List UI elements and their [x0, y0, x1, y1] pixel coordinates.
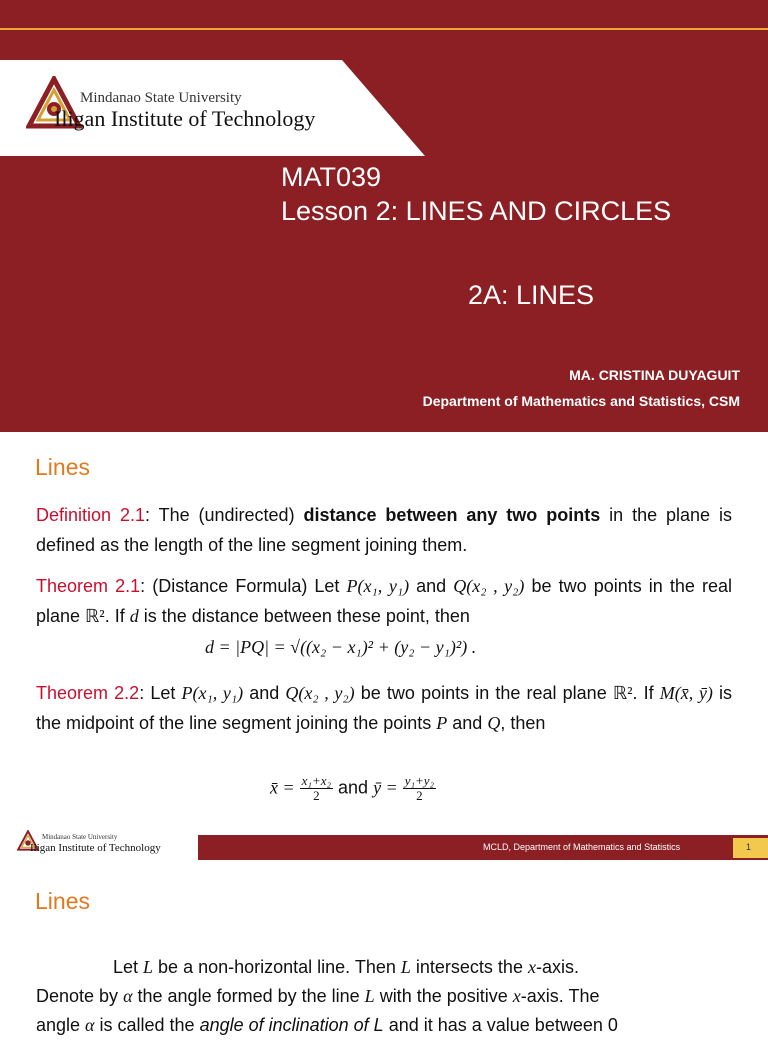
theorem-text: be two points in the real plane	[36, 576, 733, 626]
text: be a non-horizontal line. Then	[153, 957, 401, 977]
fraction-denominator: 2	[416, 788, 423, 803]
alpha-symbol: α	[85, 1015, 95, 1035]
midpoint-formula	[270, 774, 436, 803]
definition-text-end: in the plane is defined as the length of the line segment joining them.	[36, 505, 732, 555]
theorem-text: . If	[632, 683, 660, 703]
fraction-numerator: y₁+y₂	[404, 773, 435, 788]
theorem-text: is the distance between these point, then	[138, 606, 470, 626]
text: -axis. The	[520, 986, 600, 1006]
line-l: L	[364, 986, 375, 1006]
inclination-paragraph	[36, 952, 732, 982]
footer-institute-name: Iligan Institute of Technology	[30, 842, 161, 854]
text: Let	[113, 957, 144, 977]
line-l: L	[143, 957, 154, 977]
footer-university-name: Mindanao State University	[42, 833, 118, 841]
distance-formula: d = |PQ| = √((x₂ − x₁)² + (y₂ − y₁)²) .	[205, 637, 477, 657]
theorem-label: Theorem 2.2	[36, 683, 140, 703]
xbar-symbol: x̄ =	[270, 777, 295, 798]
lesson-subtitle: 2A: LINES	[468, 280, 595, 310]
theorem-text: is the midpoint of the line segment joining the points	[36, 683, 732, 733]
slide-heading: Lines	[35, 888, 90, 914]
inclination-paragraph-2	[36, 981, 732, 1011]
alpha-symbol: α	[123, 986, 133, 1006]
text: is called the	[94, 1015, 200, 1035]
footer-text: MCLD, Department of Mathematics and Statistics	[483, 842, 681, 852]
definition-text: : The (undirected)	[144, 505, 304, 525]
definition-2-1	[36, 500, 732, 560]
point-q-label: Q	[487, 713, 501, 733]
theorem-2-1	[36, 571, 732, 631]
inclination-paragraph-3	[36, 1010, 732, 1040]
fraction-denominator: 2	[313, 788, 320, 803]
term-angle-of-inclination: angle of inclination of L	[199, 1015, 384, 1035]
theorem-text: and	[243, 683, 286, 703]
text: with the positive	[374, 986, 513, 1006]
text: intersects the	[410, 957, 528, 977]
point-p: P(x₁, y₁)	[346, 576, 410, 596]
definition-label: Definition 2.1	[36, 505, 145, 525]
ybar-symbol: ȳ =	[373, 777, 398, 798]
theorem-label: Theorem 2.1	[36, 576, 141, 596]
accent-line	[0, 28, 768, 30]
ybar-fraction	[403, 774, 436, 803]
x-symbol: x	[527, 957, 536, 977]
line-l: L	[400, 957, 411, 977]
content-slide-1	[0, 432, 768, 862]
text: and it has a value between 0	[383, 1015, 618, 1035]
institute-name: Iligan Institute of Technology	[54, 106, 316, 131]
definition-bold: distance between any two points	[303, 505, 601, 525]
real-plane-symbol: ℝ²	[85, 606, 105, 626]
slide-heading: Lines	[35, 454, 90, 480]
theorem-text: , then	[500, 713, 546, 733]
text: -axis.	[535, 957, 579, 977]
theorem-text: and	[447, 713, 488, 733]
university-name: Mindanao State University	[80, 90, 242, 106]
point-q: Q(x₂ , y₂)	[453, 576, 525, 596]
theorem-text: and	[409, 576, 454, 596]
theorem-text: : (Distance Formula) Let	[140, 576, 347, 596]
distance-symbol: d	[129, 606, 139, 626]
text: angle	[36, 1015, 86, 1035]
and-text: and	[333, 777, 374, 798]
content-slide-2	[0, 868, 768, 1035]
text: the angle formed by the line	[132, 986, 365, 1006]
midpoint-m: M(x̄, ȳ)	[659, 683, 713, 703]
text: Denote by	[36, 986, 124, 1006]
page-number: 1	[746, 842, 752, 852]
theorem-text: . If	[104, 606, 130, 626]
theorem-text: : Let	[139, 683, 182, 703]
point-q: Q(x₂ , y₂)	[285, 683, 355, 703]
x-symbol: x	[512, 986, 521, 1006]
title-slide	[0, 0, 768, 432]
real-plane-symbol: ℝ²	[612, 683, 633, 703]
theorem-2-2	[36, 678, 732, 738]
course-code: MAT039	[281, 162, 382, 192]
author-name: MA. CRISTINA DUYAGUIT	[569, 367, 740, 383]
fraction-numerator: x₁+x₂	[301, 773, 332, 788]
point-p-label: P	[436, 713, 448, 733]
author-department: Department of Mathematics and Statistics, CSM	[422, 393, 740, 409]
xbar-fraction	[300, 774, 333, 803]
point-p: P(x₁, y₁)	[181, 683, 244, 703]
lesson-title: Lesson 2: LINES AND CIRCLES	[281, 196, 672, 226]
theorem-text: be two points in the real plane	[354, 683, 613, 703]
